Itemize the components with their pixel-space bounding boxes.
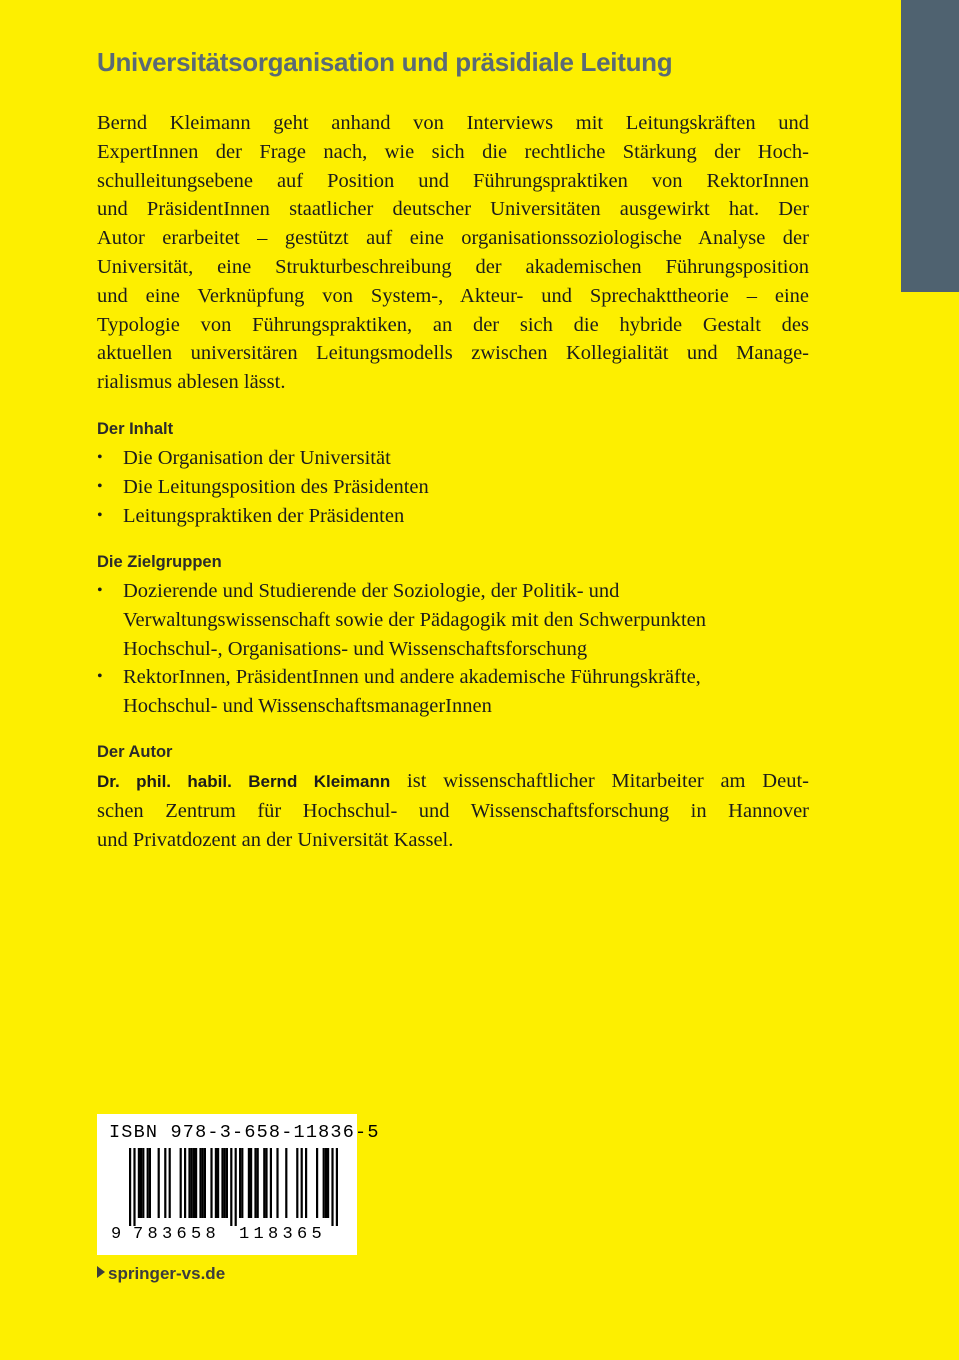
bullet-icon: • [97, 449, 103, 466]
barcode-bar [142, 1148, 144, 1218]
barcode-bar [325, 1148, 327, 1218]
barcode-bar [316, 1148, 318, 1218]
barcode-bar [180, 1148, 182, 1218]
barcode-bar [221, 1148, 223, 1218]
inhalt-list [97, 444, 809, 530]
barcode-bar [226, 1148, 228, 1218]
barcode-bar [305, 1148, 307, 1218]
list-item: • RektorInnen, PräsidentInnen und andere akademische Führungskräfte, Hochschul- und WissenschaftsmanagerInnen [97, 663, 809, 721]
list-item: • Die Organisation der Universität [97, 444, 809, 473]
barcode-bar [169, 1148, 171, 1218]
barcode-bar [323, 1148, 325, 1218]
barcode-bar [336, 1148, 338, 1226]
barcode-bar [265, 1148, 267, 1218]
zielgruppen-list [97, 577, 809, 721]
barcode-bar [224, 1148, 226, 1218]
barcode-bar [188, 1148, 190, 1218]
author-name: Dr. phil. habil. Bernd Kleimann [97, 772, 391, 791]
barcode-bar [254, 1148, 256, 1218]
barcode-bar [149, 1148, 151, 1218]
barcode-bars [97, 1148, 357, 1226]
barcode-bar [230, 1148, 232, 1226]
barcode-digits: 9 783658 118365 [111, 1225, 327, 1244]
blurb-line: schulleitungsebene auf Position und Führungspraktiken von RektorInnen [97, 169, 809, 192]
barcode-bar [210, 1148, 212, 1218]
blurb-line: Universität, eine Strukturbeschreibung der akademischen Führungsposition [97, 255, 809, 278]
blurb-line: Typologie von Führungspraktiken, an der sich die hybride Gestalt des [97, 313, 809, 336]
blurb-line: rialismus ablesen lässt. [97, 371, 286, 394]
blurb-line: Autor erarbeitet – gestützt auf eine organisationssoziologische Analyse der [97, 227, 809, 250]
barcode-bar [331, 1148, 333, 1226]
blurb-paragraph [97, 109, 809, 397]
blurb-line: und eine Verknüpfung von System-, Akteur- und Sprechakttheorie – eine [97, 284, 809, 307]
barcode-bar [202, 1148, 204, 1218]
blurb-line: ExpertInnen der Frage nach, wie sich die rechtliche Stärkung der Hoch- [97, 140, 809, 163]
barcode-bar [250, 1148, 252, 1218]
barcode-bar [239, 1148, 241, 1218]
barcode-bar [140, 1148, 142, 1218]
side-color-bar [901, 0, 959, 292]
section-heading-autor: Der Autor [97, 743, 173, 761]
author-bio: Dr. phil. habil. Bernd Kleimann ist wissenschaftlicher Mitarbeiter am Deut- schen Zentrum für Hochschul- und Wissenschaftsforschung in Hannover und Privatdozent an der Universität Kassel. [97, 770, 809, 851]
barcode-bar [241, 1148, 243, 1218]
barcode-bar [301, 1148, 303, 1218]
barcode-bar [193, 1148, 195, 1218]
barcode-bar [158, 1148, 160, 1218]
barcode-bar [270, 1148, 272, 1218]
book-title: Universitätsorganisation und präsidiale Leitung [97, 47, 673, 77]
list-item: • Leitungspraktiken der Präsidenten [97, 502, 809, 531]
bullet-icon: • [97, 506, 103, 524]
barcode-bar [248, 1148, 250, 1218]
barcode-bar [263, 1148, 265, 1218]
barcode-bar [215, 1148, 217, 1218]
barcode-bar [164, 1148, 166, 1218]
barcode-bar [195, 1148, 197, 1218]
barcode-bar [285, 1148, 287, 1218]
publisher-website[interactable]: springer-vs.de [97, 1264, 225, 1284]
blurb-line: Bernd Kleimann geht anhand von Interviews mit Leitungskräften und [97, 112, 809, 134]
barcode-bar [184, 1148, 186, 1218]
list-item: • Die Leitungsposition des Präsidenten [97, 473, 809, 502]
bullet-icon: • [97, 582, 103, 599]
bullet-icon: • [97, 668, 103, 686]
bullet-icon: • [97, 477, 103, 495]
barcode-bar [257, 1148, 259, 1218]
blurb-line: und PräsidentInnen staatlicher deutscher Universitäten ausgewirkt hat. Der [97, 198, 809, 221]
blurb-line: aktuellen universitären Leitungsmodells zwischen Kollegialität und Manage- [97, 342, 809, 365]
barcode-bar [191, 1148, 193, 1218]
barcode-bar [147, 1148, 149, 1218]
list-item: • Dozierende und Studierende der Soziologie, der Politik- und Verwaltungswissenschaft sowie der Pädagogik mit den Schwerpunkten Hochschul-, Organisations- und Wissenschaftsforschung [97, 577, 809, 663]
barcode-bar [133, 1148, 135, 1226]
barcode-bar [296, 1148, 298, 1218]
barcode-bar [204, 1148, 206, 1218]
isbn-label: ISBN 978-3-658-11836-5 [109, 1122, 380, 1143]
barcode-bar [138, 1148, 140, 1218]
barcode-bar [276, 1148, 278, 1218]
isbn-barcode [97, 1114, 380, 1255]
barcode-bar [217, 1148, 219, 1218]
section-heading-inhalt: Der Inhalt [97, 420, 174, 438]
barcode-bar [129, 1148, 131, 1226]
arrow-right-icon [97, 1266, 105, 1278]
barcode-bar [235, 1148, 237, 1226]
section-heading-zielgruppen: Die Zielgruppen [97, 553, 222, 571]
barcode-bar [199, 1148, 201, 1218]
barcode-bar [327, 1148, 329, 1218]
